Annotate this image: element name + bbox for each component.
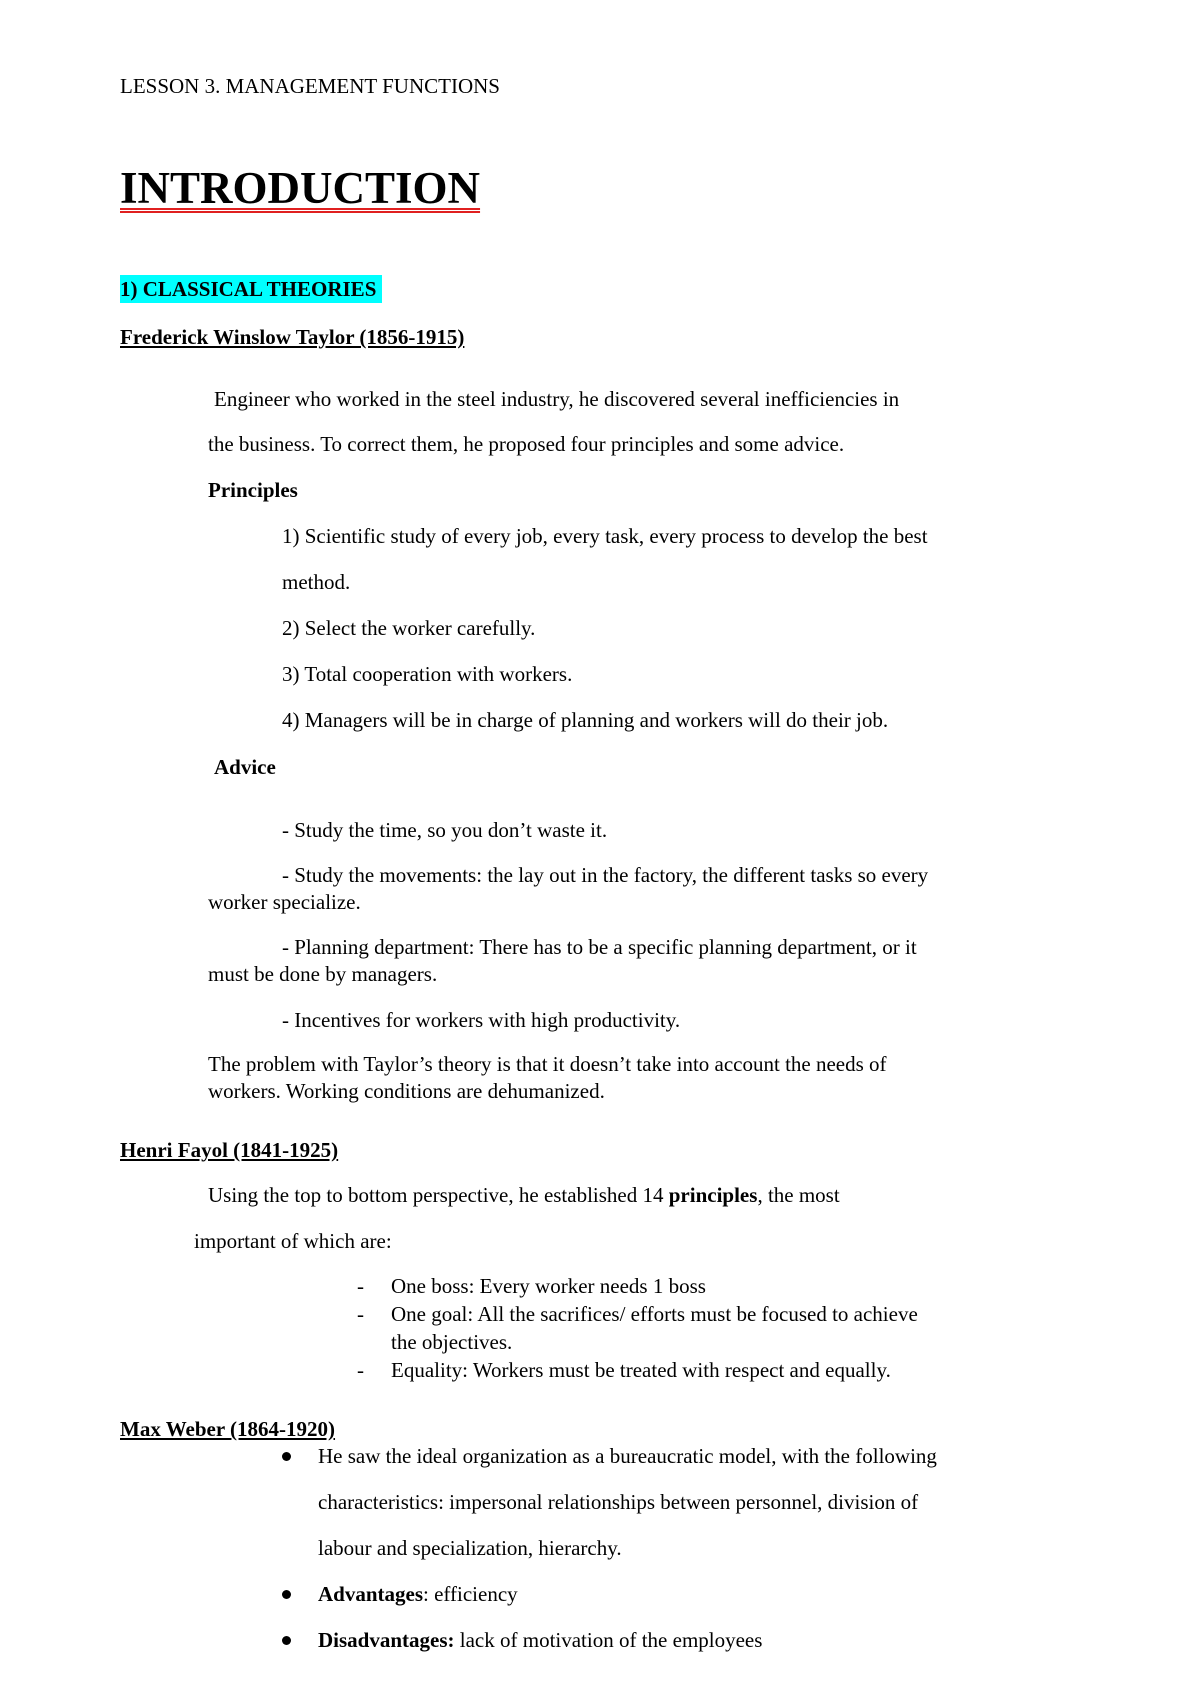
- fayol-name: Henri Fayol (1841-1925): [120, 1138, 339, 1162]
- weber-advantages: [318, 1584, 518, 1605]
- principles-heading: Principles: [208, 478, 298, 502]
- advice-heading: Advice: [214, 755, 276, 779]
- section-heading-classical: [120, 279, 382, 300]
- advantages-label: Advantages: [318, 1582, 424, 1606]
- taylor-problem-line1: The problem with Taylor’s theory is that it doesn’t take into account the needs of: [208, 1052, 887, 1076]
- bullet-icon: [282, 1636, 291, 1645]
- taylor-intro-line1: Engineer who worked in the steel industry, he discovered several inefficiencies in: [214, 387, 900, 411]
- advice-2-line2: worker specialize.: [208, 890, 361, 914]
- advice-1: - Study the time, so you don’t waste it.: [282, 818, 608, 842]
- disadvantages-text: lack of motivation of the employees: [454, 1628, 763, 1652]
- fayol-item-3: Equality: Workers must be treated with respect and equally.: [391, 1358, 891, 1382]
- bullet-icon: [282, 1452, 291, 1461]
- weber-bullet-1-line2: characteristics: impersonal relationships between personnel, division of: [318, 1490, 919, 1514]
- lesson-title: LESSON 3. MANAGEMENT FUNCTIONS: [120, 74, 500, 98]
- weber-name: Max Weber (1864-1920): [120, 1417, 336, 1441]
- advantages-text: : efficiency: [423, 1582, 518, 1606]
- principle-2: 2) Select the worker carefully.: [282, 616, 536, 640]
- advice-3-line2: must be done by managers.: [208, 962, 438, 986]
- principle-1-line2: method.: [282, 570, 351, 594]
- fayol-intro-post: , the most: [757, 1183, 840, 1207]
- section-highlight: 1) CLASSICAL THEORIES: [120, 275, 382, 303]
- fayol-intro-line2: important of which are:: [194, 1229, 392, 1253]
- dash-marker: -: [357, 1274, 364, 1298]
- advice-2-line1: - Study the movements: the lay out in the factory, the different tasks so every: [282, 863, 929, 887]
- dash-marker: -: [357, 1358, 364, 1382]
- advice-4: - Incentives for workers with high productivity.: [282, 1008, 681, 1032]
- weber-disadvantages: [318, 1630, 762, 1651]
- dash-marker: -: [357, 1302, 364, 1326]
- principle-3: 3) Total cooperation with workers.: [282, 662, 573, 686]
- fayol-item-2-line2: the objectives.: [391, 1330, 513, 1354]
- weber-bullet-1-line1: He saw the ideal organization as a bureaucratic model, with the following: [318, 1444, 937, 1468]
- fayol-intro-line1: [208, 1185, 840, 1206]
- taylor-intro-line2: the business. To correct them, he proposed four principles and some advice.: [208, 432, 845, 456]
- advice-3-line1: - Planning department: There has to be a specific planning department, or it: [282, 935, 917, 959]
- taylor-problem-line2: workers. Working conditions are dehumanized.: [208, 1079, 605, 1103]
- principle-4: 4) Managers will be in charge of planning and workers will do their job.: [282, 708, 889, 732]
- page-heading: INTRODUCTION: [120, 163, 481, 213]
- bullet-icon: [282, 1590, 291, 1599]
- fayol-item-2-line1: One goal: All the sacrifices/ efforts must be focused to achieve: [391, 1302, 918, 1326]
- weber-bullet-1-line3: labour and specialization, hierarchy.: [318, 1536, 622, 1560]
- principle-1-line1: 1) Scientific study of every job, every task, every process to develop the best: [282, 524, 928, 548]
- fayol-item-1: One boss: Every worker needs 1 boss: [391, 1274, 706, 1298]
- taylor-name: Frederick Winslow Taylor (1856-1915): [120, 325, 465, 349]
- fayol-intro-bold: principles: [668, 1183, 758, 1207]
- disadvantages-label: Disadvantages:: [318, 1628, 455, 1652]
- fayol-intro-pre: Using the top to bottom perspective, he established 14: [208, 1183, 669, 1207]
